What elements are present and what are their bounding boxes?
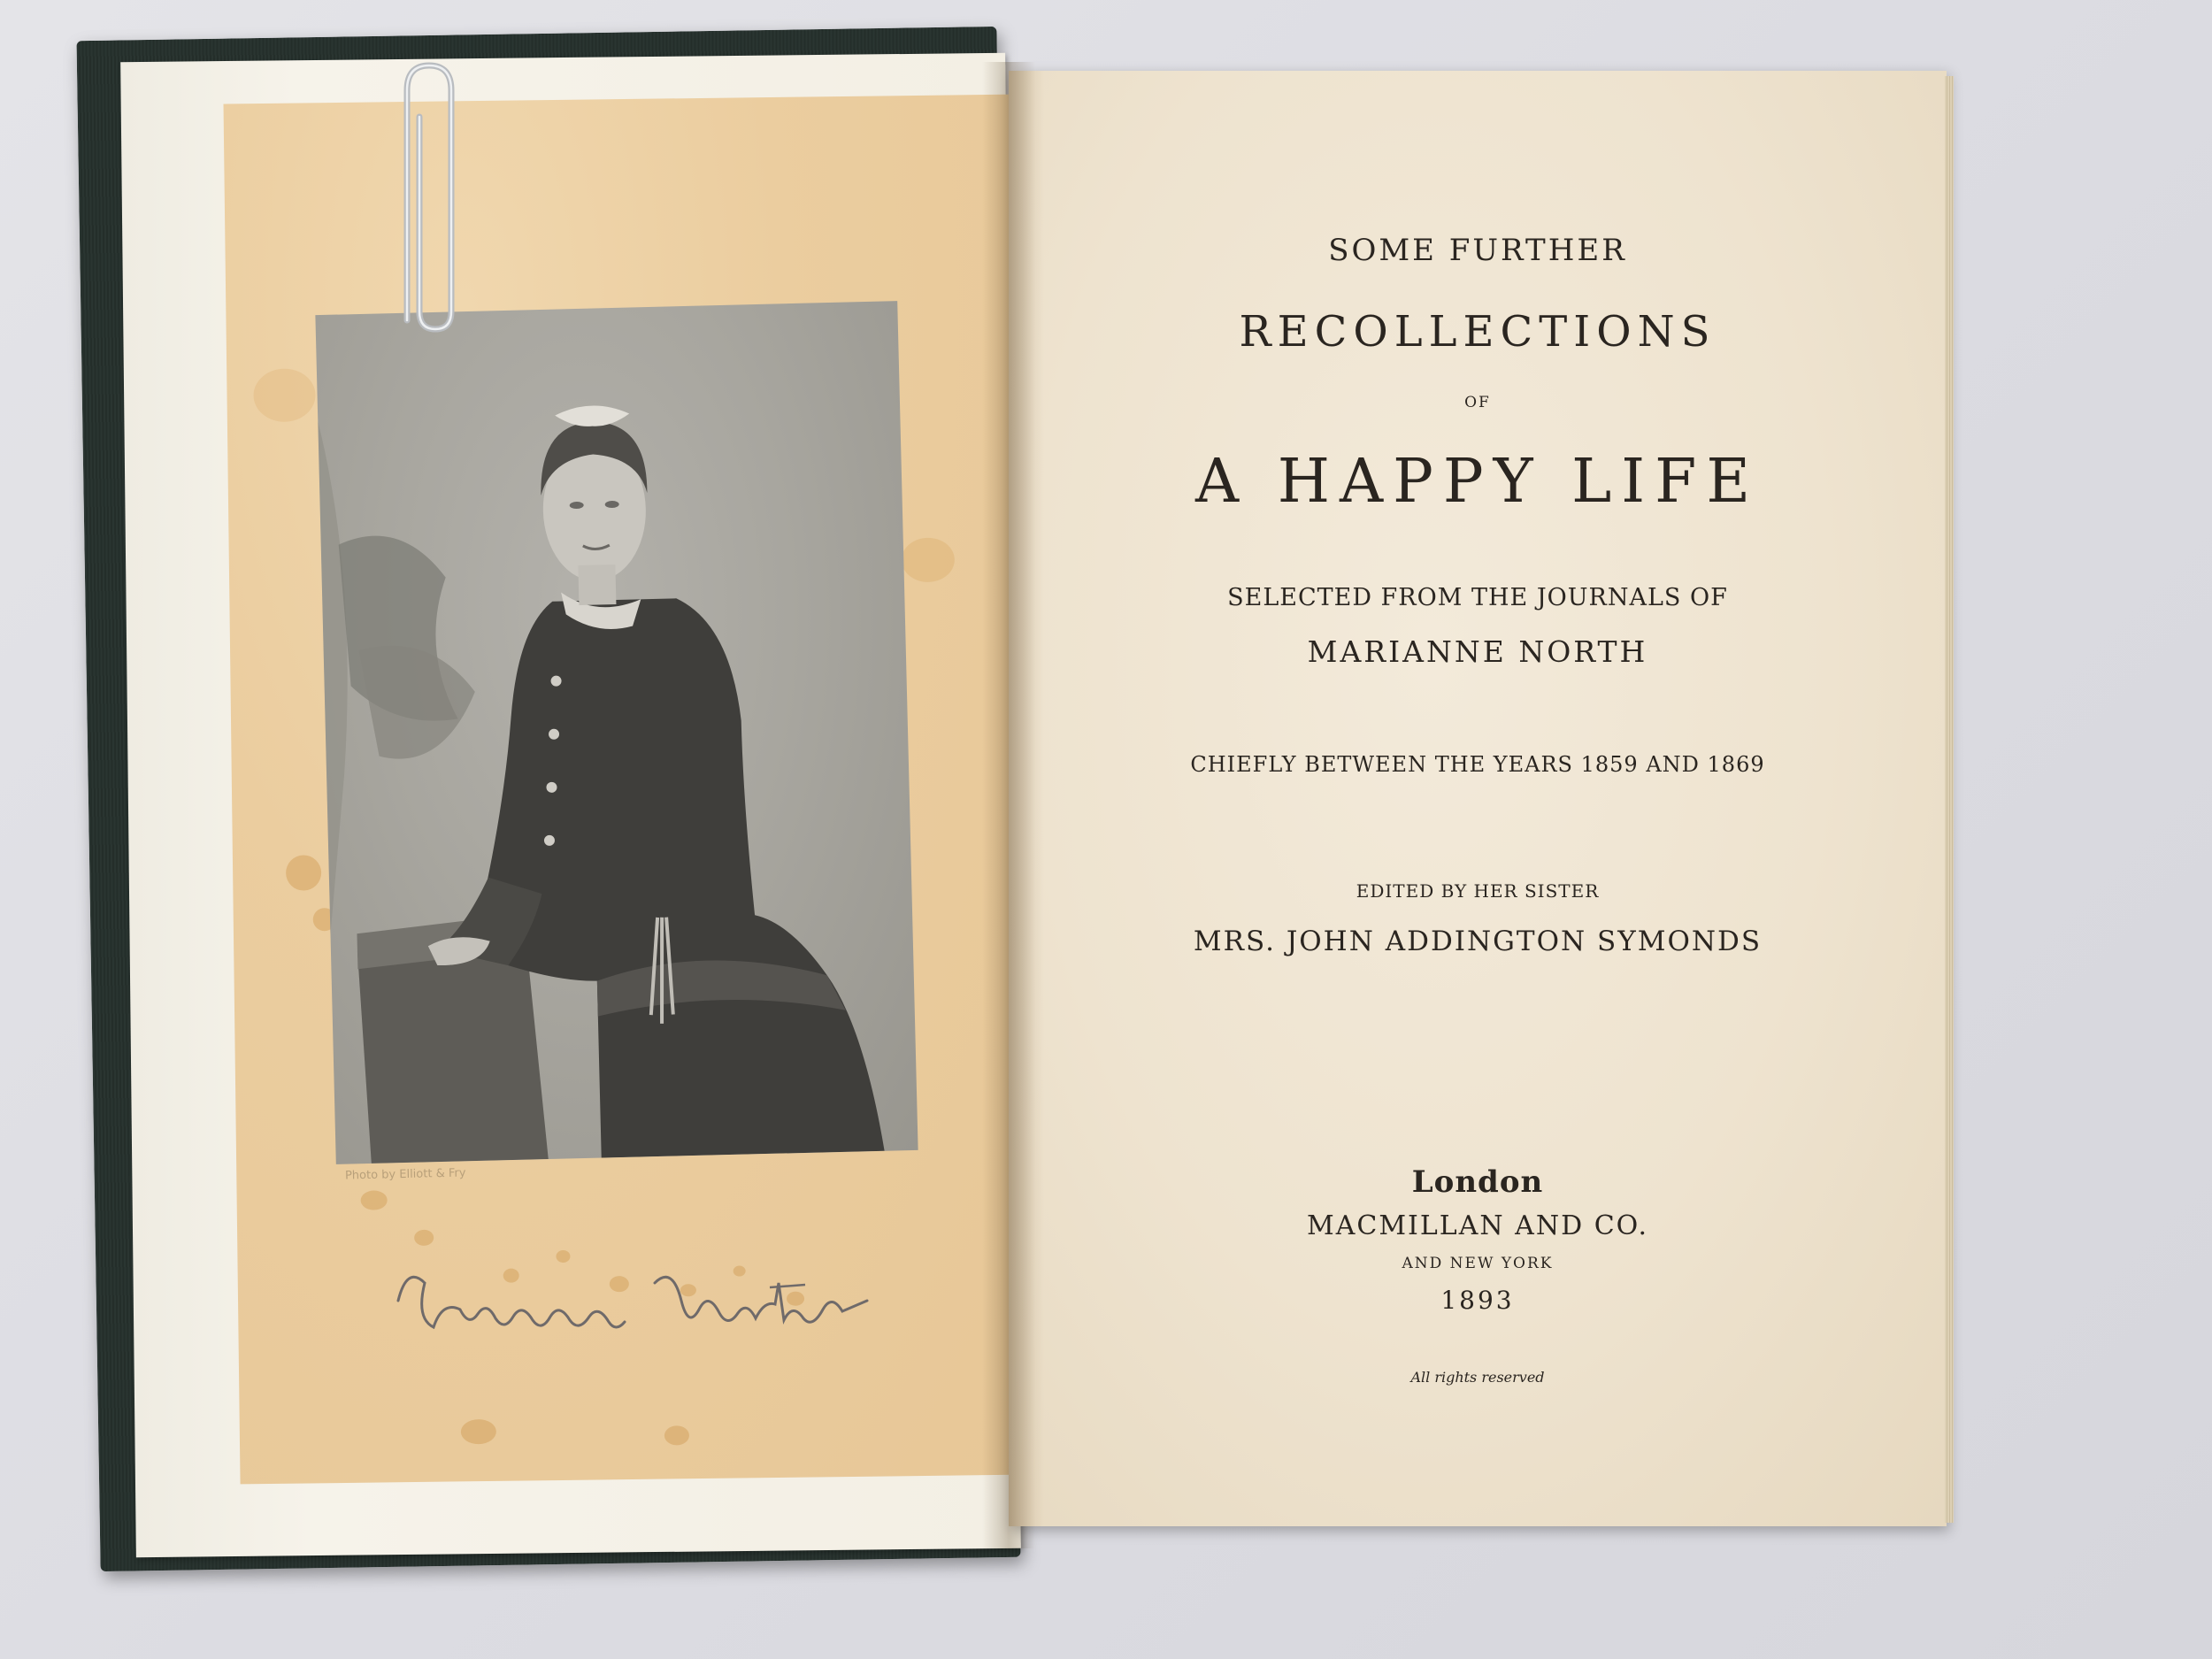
title-line-years: CHIEFLY BETWEEN THE YEARS 1859 AND 1869 <box>1190 752 1765 777</box>
editor-name: MRS. JOHN ADDINGTON SYMONDS <box>1193 926 1763 957</box>
publisher-second-place: AND NEW YORK <box>1402 1255 1554 1272</box>
title-line-selected: SELECTED FROM THE JOURNALS OF <box>1227 584 1728 611</box>
publisher-name: MACMILLAN AND CO. <box>1306 1210 1649 1241</box>
rights-notice: All rights reserved <box>1410 1369 1545 1386</box>
gutter-shadow <box>982 62 1035 1548</box>
title-line-some-further: SOME FURTHER <box>1328 233 1627 268</box>
title-line-of: OF <box>1464 394 1491 411</box>
marianne-north-signature <box>389 1248 885 1354</box>
author-name: MARIANNE NORTH <box>1307 634 1648 669</box>
title-line-edited-by: EDITED BY HER SISTER <box>1356 880 1600 902</box>
title-page <box>1009 71 1947 1526</box>
title-line-a-happy-life: A HAPPY LIFE <box>1195 447 1760 517</box>
publication-place: London <box>1411 1164 1544 1200</box>
portrait-figure <box>315 301 918 1164</box>
publication-year: 1893 <box>1440 1286 1515 1315</box>
portrait-photograph <box>315 301 918 1164</box>
title-line-recollections: RECOLLECTIONS <box>1239 307 1717 357</box>
photo-credit: Photo by Elliott & Fry <box>344 1166 466 1183</box>
paperclip-icon <box>389 55 469 338</box>
page-block-edge <box>1945 76 1954 1523</box>
